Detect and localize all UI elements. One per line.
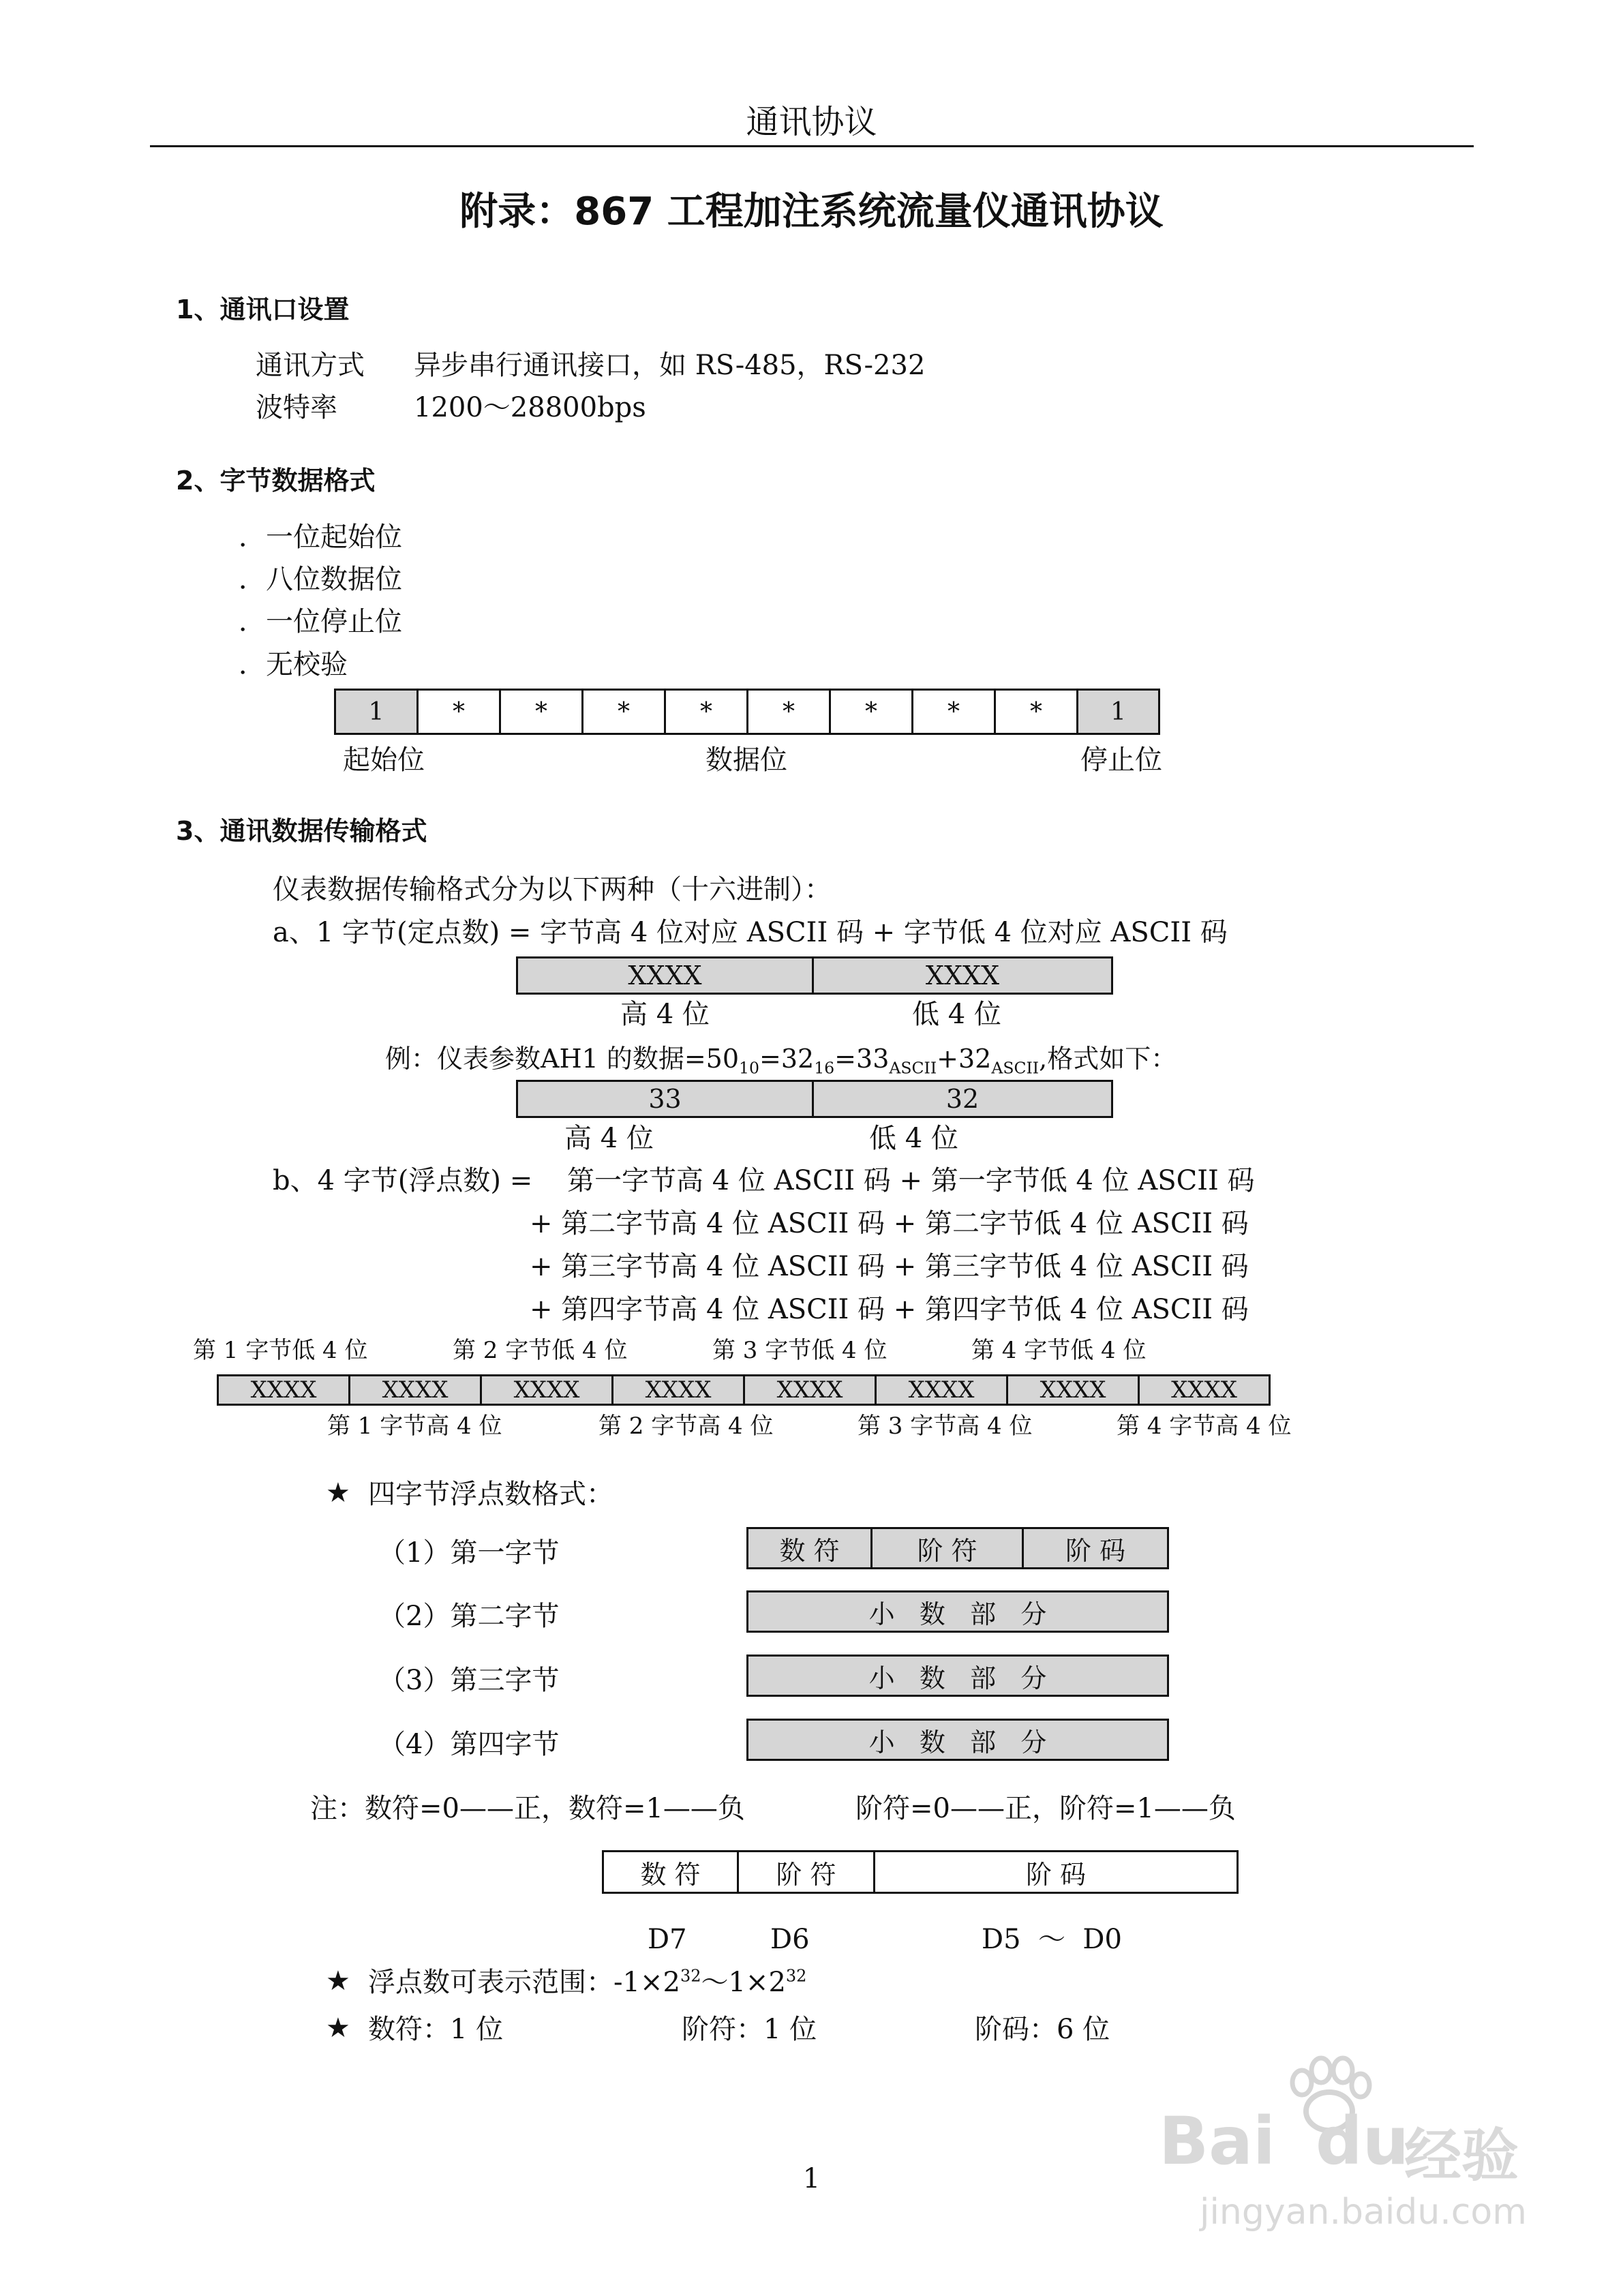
byte-label: （1）第一字节 xyxy=(378,1537,560,1569)
sec2-list-item: ．无校验 xyxy=(239,649,348,680)
format-a-label-low: 低 4 位 xyxy=(912,999,1001,1030)
watermark-jingyan: 经验 xyxy=(1404,2122,1519,2189)
sec2-list-item: ．一位停止位 xyxy=(239,606,402,637)
example-label-high: 高 4 位 xyxy=(564,1123,654,1154)
example-low-cell: 32 xyxy=(945,1084,980,1114)
example-high-cell: 33 xyxy=(518,1082,814,1116)
page-number: 1 xyxy=(802,2163,821,2194)
exp-sign-cell: 阶 符 xyxy=(873,1529,1024,1567)
sec2-list-item: ．一位起始位 xyxy=(239,522,402,553)
data-bit-cell: * xyxy=(419,691,501,733)
byte-high-label: 第 1 字节高 4 位 xyxy=(327,1413,502,1440)
data-bit-cell: * xyxy=(831,691,913,733)
exp-sign-bit-cell: 阶 符 xyxy=(739,1852,875,1892)
format-b-line: + 第二字节高 4 位 ASCII 码 + 第二字节低 4 位 ASCII 码 xyxy=(530,1208,1249,1239)
frame-label-start: 起始位 xyxy=(343,744,425,776)
data-bit-cell: * xyxy=(583,691,666,733)
high-nibble-cell: XXXX xyxy=(518,958,814,993)
exp-code-cell: 阶 码 xyxy=(1065,1535,1126,1566)
byte-high-label: 第 4 字节高 4 位 xyxy=(1117,1413,1292,1440)
format-a-diagram xyxy=(516,956,1113,995)
format-b-line: 第一字节高 4 位 ASCII 码 + 第一字节低 4 位 ASCII 码 xyxy=(567,1165,1255,1196)
bit-layout-diagram xyxy=(602,1850,1239,1894)
example-label-low: 低 4 位 xyxy=(869,1123,958,1154)
format-b-prefix: b、4 字节(浮点数) = xyxy=(273,1165,533,1196)
note-sign: 注：数符=0——正，数符=1——负 xyxy=(310,1793,745,1824)
nibble-cell: XXXX xyxy=(877,1376,1008,1404)
watermark-url: jingyan.baidu.com xyxy=(1200,2192,1527,2233)
mantissa-cell: 小 数 部 分 xyxy=(868,1599,1047,1629)
mantissa-byte-diagram xyxy=(746,1719,1169,1761)
low-nibble-cell: XXXX xyxy=(925,961,1000,991)
byte-label: （3）第三字节 xyxy=(378,1665,560,1696)
sign-cell: 数 符 xyxy=(748,1529,873,1567)
byte-frame-diagram xyxy=(334,689,1160,735)
section-3-heading: 3、通讯数据传输格式 xyxy=(176,816,427,846)
nibble-cell: XXXX xyxy=(482,1376,613,1404)
exp-code-bits-count: 阶码：6 位 xyxy=(975,2014,1110,2045)
byte-high-label: 第 2 字节高 4 位 xyxy=(598,1413,774,1440)
sec1-row-label: 波特率 xyxy=(256,392,337,423)
nibble-cell: XXXX xyxy=(350,1376,482,1404)
format-b-line: + 第四字节高 4 位 ASCII 码 + 第四字节低 4 位 ASCII 码 xyxy=(530,1294,1249,1325)
sec3-intro: 仪表数据传输格式分为以下两种（十六进制）： xyxy=(273,874,832,905)
star-icon: ★ xyxy=(326,1965,350,1997)
byte-high-label: 第 3 字节高 4 位 xyxy=(858,1413,1033,1440)
nibble-cell: XXXX xyxy=(1008,1376,1140,1404)
format-a-label-high: 高 4 位 xyxy=(620,999,710,1030)
data-bit-cell: * xyxy=(748,691,831,733)
section-2-heading: 2、字节数据格式 xyxy=(176,466,376,496)
example-diagram xyxy=(516,1080,1113,1118)
mantissa-byte-diagram xyxy=(746,1655,1169,1697)
watermark-brand: du xyxy=(1316,2103,1410,2179)
header-title: 通讯协议 xyxy=(746,103,877,141)
data-bit-cell: * xyxy=(501,691,583,733)
nibble-cell: XXXX xyxy=(745,1376,877,1404)
format-b-diagram xyxy=(217,1374,1271,1406)
star-icon: ★ xyxy=(326,2012,350,2044)
format-b-line: + 第三字节高 4 位 ASCII 码 + 第三字节低 4 位 ASCII 码 xyxy=(530,1251,1249,1282)
start-bit-cell: 1 xyxy=(336,691,419,733)
data-bit-cell: * xyxy=(666,691,748,733)
byte-label: （2）第二字节 xyxy=(378,1601,560,1632)
mantissa-byte-diagram xyxy=(746,1590,1169,1633)
bit-label-d5-d0: D5 ～ D0 xyxy=(982,1924,1122,1955)
frame-label-stop: 停止位 xyxy=(1080,744,1162,776)
frame-label-data: 数据位 xyxy=(706,744,787,776)
mantissa-cell: 小 数 部 分 xyxy=(868,1727,1047,1757)
mantissa-cell: 小 数 部 分 xyxy=(868,1663,1047,1693)
data-bit-cell: * xyxy=(913,691,996,733)
note-exp-sign: 阶符=0——正，阶符=1——负 xyxy=(855,1793,1236,1824)
section-1-heading: 1、通讯口设置 xyxy=(176,294,350,324)
byte-low-label: 第 3 字节低 4 位 xyxy=(712,1337,888,1364)
sec1-row-label: 通讯方式 xyxy=(256,350,365,381)
first-byte-diagram xyxy=(746,1527,1169,1569)
sign-bit-cell: 数 符 xyxy=(604,1852,739,1892)
header-rule xyxy=(150,145,1474,147)
sec1-row-value: 异步串行通讯接口，如 RS-485，RS-232 xyxy=(414,350,926,381)
byte-label: （4）第四字节 xyxy=(378,1729,560,1760)
exp-sign-bits-count: 阶符：1 位 xyxy=(682,2014,817,2045)
float-range: 浮点数可表示范围：$-1\times 2^{32}\sim 1\times 2^{32}$ xyxy=(368,1966,807,1998)
format-a-line: a、1 字节(定点数) = 字节高 4 位对应 ASCII 码 + 字节低 4 位对应 ASCII 码 xyxy=(273,917,1228,948)
byte-low-label: 第 1 字节低 4 位 xyxy=(193,1337,368,1364)
data-bit-cell: * xyxy=(996,691,1078,733)
stop-bit-cell: 1 xyxy=(1078,691,1158,733)
byte-low-label: 第 4 字节低 4 位 xyxy=(971,1337,1147,1364)
star-icon: ★ xyxy=(326,1477,350,1509)
exp-code-bits-cell: 阶 码 xyxy=(1025,1859,1087,1890)
example-line: 例：仪表参数AH1 的数据$=50_{10}=32_{16}=33_{ASCII}+32_{ASCII}$,格式如下： xyxy=(385,1044,1177,1078)
nibble-cell: XXXX xyxy=(219,1376,350,1404)
float-format-heading: 四字节浮点数格式： xyxy=(368,1479,613,1510)
bit-label-d6: D6 xyxy=(770,1924,810,1955)
sec1-row-value: 1200～28800bps xyxy=(414,392,646,423)
sign-bits-count: 数符：1 位 xyxy=(368,2014,504,2045)
nibble-cell: XXXX xyxy=(613,1376,745,1404)
bit-label-d7: D7 xyxy=(648,1924,687,1955)
sec2-list-item: ．八位数据位 xyxy=(239,564,402,595)
doc-title: 附录：867 工程加注系统流量仪通讯协议 xyxy=(459,190,1164,234)
byte-low-label: 第 2 字节低 4 位 xyxy=(453,1337,628,1364)
watermark-brand: Bai xyxy=(1159,2103,1275,2179)
nibble-cell: XXXX xyxy=(1171,1376,1237,1404)
